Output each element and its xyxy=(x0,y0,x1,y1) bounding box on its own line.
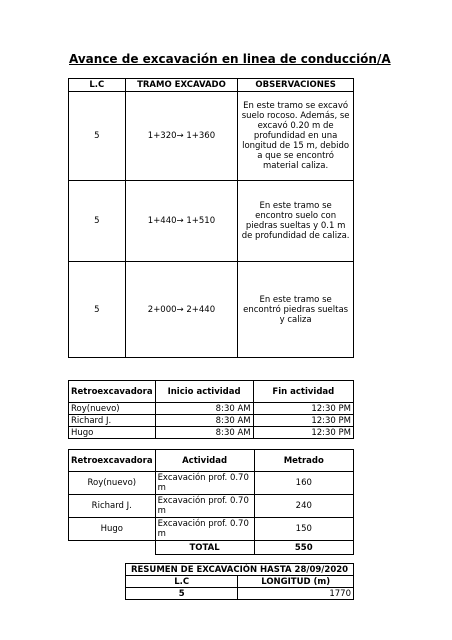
table-row xyxy=(69,495,354,518)
cell-metrado: 150 xyxy=(254,518,353,541)
table-row xyxy=(69,403,354,415)
cell-metrado: 240 xyxy=(254,495,353,518)
header-lc: L.C xyxy=(126,576,238,588)
table-row xyxy=(69,415,354,427)
summary-table xyxy=(125,563,354,600)
cell-name: Richard J. xyxy=(69,495,156,518)
page-title: Avance de excavación en linea de conducción/A xyxy=(69,52,391,66)
cell-inicio: 8:30 AM xyxy=(155,415,253,427)
cell-lc: 5 xyxy=(126,588,238,600)
header-longitud: LONGITUD (m) xyxy=(238,576,354,588)
cell-name: Roy(nuevo) xyxy=(69,403,156,415)
cell-name: Roy(nuevo) xyxy=(69,472,156,495)
cell-tramo: 2+000→ 2+440 xyxy=(125,262,238,358)
cell-name: Hugo xyxy=(69,518,156,541)
header-retroexcavadora: Retroexcavadora xyxy=(69,450,156,472)
summary-title: RESUMEN DE EXCAVACIÓN HASTA 28/09/2020 xyxy=(126,564,354,576)
table-row xyxy=(69,181,354,262)
cell-fin: 12:30 PM xyxy=(253,403,353,415)
excavation-progress-table xyxy=(68,78,354,358)
cell-lc: 5 xyxy=(69,262,126,358)
table-row xyxy=(126,588,354,600)
cell-longitud: 1770 xyxy=(238,588,354,600)
activity-schedule-table xyxy=(68,380,354,439)
total-value: 550 xyxy=(254,541,353,555)
cell-name: Hugo xyxy=(69,427,156,439)
cell-actividad: Excavación prof. 0.70 m xyxy=(155,518,254,541)
cell-observaciones: En este tramo se encontró piedras sueltas y caliza xyxy=(238,262,354,358)
table-row xyxy=(69,262,354,358)
header-fin: Fin actividad xyxy=(253,381,353,403)
cell-lc: 5 xyxy=(69,92,126,181)
header-inicio: Inicio actividad xyxy=(155,381,253,403)
cell-actividad: Excavación prof. 0.70 m xyxy=(155,472,254,495)
cell-tramo: 1+440→ 1+510 xyxy=(125,181,238,262)
cell-inicio: 8:30 AM xyxy=(155,427,253,439)
table-row xyxy=(69,518,354,541)
cell-fin: 12:30 PM xyxy=(253,427,353,439)
header-tramo: TRAMO EXCAVADO xyxy=(125,79,238,92)
cell-lc: 5 xyxy=(69,181,126,262)
table-row xyxy=(69,92,354,181)
table-row xyxy=(69,472,354,495)
cell-name: Richard J. xyxy=(69,415,156,427)
cell-tramo: 1+320→ 1+360 xyxy=(125,92,238,181)
header-actividad: Actividad xyxy=(155,450,254,472)
cell-observaciones: En este tramo se encontro suelo con piedras sueltas y 0.1 m de profundidad de caliza. xyxy=(238,181,354,262)
empty-cell xyxy=(69,541,156,555)
metrado-table xyxy=(68,449,354,555)
header-observaciones: OBSERVACIONES xyxy=(238,79,354,92)
table-row xyxy=(69,427,354,439)
total-label: TOTAL xyxy=(155,541,254,555)
cell-observaciones: En este tramo se excavó suelo rocoso. Además, se excavó 0.20 m de profundidad en una longitud de 15 m, debido a que se encontró material caliza. xyxy=(238,92,354,181)
header-metrado: Metrado xyxy=(254,450,353,472)
cell-metrado: 160 xyxy=(254,472,353,495)
cell-inicio: 8:30 AM xyxy=(155,403,253,415)
total-row xyxy=(69,541,354,555)
header-lc: L.C xyxy=(69,79,126,92)
cell-actividad: Excavación prof. 0.70 m xyxy=(155,495,254,518)
cell-fin: 12:30 PM xyxy=(253,415,353,427)
header-retroexcavadora: Retroexcavadora xyxy=(69,381,156,403)
